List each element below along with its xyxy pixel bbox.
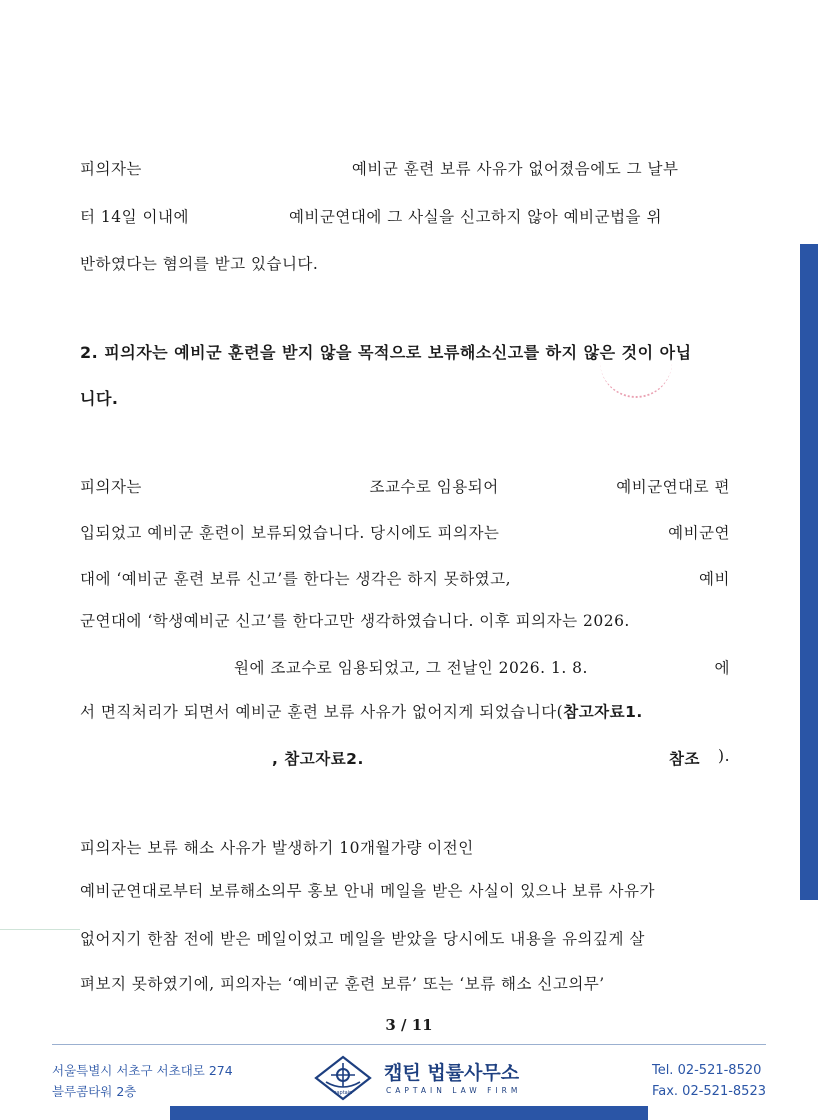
- p1-line2: [80, 205, 730, 227]
- p2-line1: [80, 475, 730, 497]
- p2-line4: 군연대에 ‘학생예비군 신고’를 한다고만 생각하였습니다. 이후 피의자는 2026.: [80, 612, 630, 630]
- text-segment: ).: [718, 747, 730, 765]
- firm-name-english: CAPTAIN LAW FIRM: [386, 1086, 522, 1095]
- ship-wheel-icon: [310, 1054, 376, 1102]
- tel-number: Tel. 02-521-8520: [651, 1063, 762, 1078]
- text-segment: 서 면직처리가 되면서 예비군 훈련 보류 사유가 없어지게 되었습니다(: [80, 703, 564, 721]
- footer-divider: [52, 1044, 766, 1045]
- text-segment: 피의자는: [80, 160, 142, 178]
- bold-reference: , 참고자료2.: [272, 750, 364, 768]
- text-segment: 입되었고 예비군 훈련이 보류되었습니다. 당시에도 피의자는: [80, 524, 500, 542]
- p3-line3: 없어지기 한참 전에 받은 메일이었고 메일을 받았을 당시에도 내용을 유의깊게 살: [80, 930, 645, 948]
- address-line1: 서울특별시 서초구 서초대로 274: [52, 1063, 233, 1078]
- p3-line1: 피의자는 보류 해소 사유가 발생하기 10개월가량 이전인: [80, 839, 474, 857]
- text-segment: 예비군연대로 편: [616, 478, 730, 496]
- text-segment: 원에 조교수로 임용되었고, 그 전날인 2026. 1. 8.: [234, 659, 588, 677]
- text-segment: 피의자는: [80, 478, 142, 496]
- section-heading-line1: 2. 피의자는 예비군 훈련을 받지 않을 목적으로 보류해소신고를 하지 않은 것이 아닙: [80, 343, 692, 362]
- p2-line5: [234, 656, 730, 678]
- firm-logo: [310, 1054, 520, 1102]
- side-accent-bar: [800, 244, 818, 900]
- address-line2: 블루콤타워 2층: [52, 1084, 137, 1099]
- text-segment: 대에 ‘예비군 훈련 보류 신고’를 한다는 생각은 하지 못하였고,: [80, 570, 512, 588]
- text-segment: 예비군연대에 그 사실을 신고하지 않아 예비군법을 위: [288, 208, 662, 226]
- fax-number: Fax. 02-521-8523: [651, 1084, 766, 1099]
- margin-mark: [0, 929, 80, 930]
- footer-address: [52, 1060, 233, 1102]
- p1-line1: [80, 157, 730, 179]
- bold-reference: 참고자료1.: [563, 703, 643, 721]
- text-segment: 예비군 훈련 보류 사유가 없어졌음에도 그 날부: [351, 160, 679, 178]
- p2-line6: [80, 700, 730, 722]
- text-segment: 예비군연: [668, 524, 730, 542]
- section-heading-line2: 니다.: [80, 389, 119, 408]
- p2-line7: [272, 747, 730, 769]
- bottom-accent-bar: [170, 1106, 648, 1120]
- text-segment: 조교수로 임용되어: [369, 478, 499, 496]
- p2-line2: [80, 521, 730, 543]
- firm-name: 캡틴 법률사무소: [384, 1062, 520, 1084]
- footer-contact: [652, 1060, 766, 1102]
- p3-line2: 예비군연대로부터 보류해소의무 홍보 안내 메일을 받은 사실이 있으나 보류 사유가: [80, 882, 655, 900]
- p2-line3: [80, 567, 730, 589]
- bold-reference: 참조: [669, 750, 700, 768]
- text-segment: 에: [714, 659, 730, 677]
- logo-caption: captain: [333, 1090, 353, 1096]
- p1-line3: 반하였다는 혐의를 받고 있습니다.: [80, 255, 319, 273]
- page-number: 3 / 11: [385, 1016, 433, 1034]
- text-segment: 터 14일 이내에: [80, 208, 189, 226]
- p3-line4: 펴보지 못하였기에, 피의자는 ‘예비군 훈련 보류’ 또는 ‘보류 해소 신고의무’: [80, 975, 605, 993]
- text-segment: 예비: [699, 570, 730, 588]
